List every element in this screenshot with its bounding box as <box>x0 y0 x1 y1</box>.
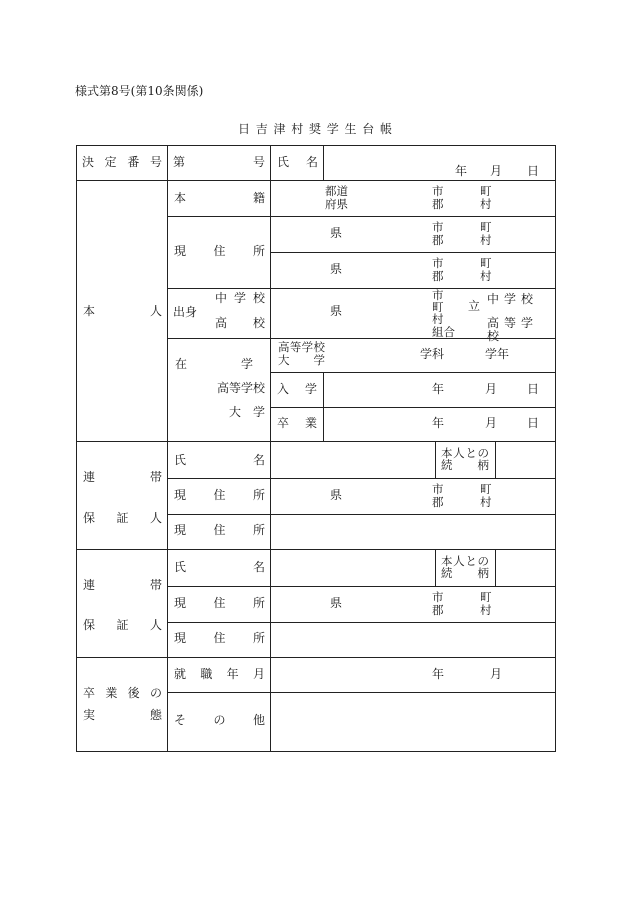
domicile-label: 本 籍 <box>174 191 265 205</box>
guarantor-address2-label: 現 住 所 <box>174 523 265 537</box>
enrollment-high-school-label: 高等学校 <box>217 381 266 395</box>
guarantor-city-label <box>432 483 444 508</box>
origin-high-school-label: 高 校 <box>215 316 265 330</box>
other-field <box>270 692 556 752</box>
student-name-label: 氏 名 <box>277 155 318 169</box>
guarantor-relation-label <box>441 447 489 471</box>
admission-year-label: 年 <box>432 382 445 396</box>
origin-junior-high-label: 中 学 校 <box>215 291 265 305</box>
guarantor-prefecture-label: 県 <box>330 488 343 502</box>
graduation-year-label: 年 <box>432 416 445 430</box>
origin-high-school-kind: 高等学校 <box>487 316 533 343</box>
city-line-1: 市 <box>432 482 444 496</box>
origin-municipality-label <box>432 289 455 338</box>
guarantor-label-line-1: 連 帯 <box>83 578 162 592</box>
town-line-2: 村 <box>480 196 492 211</box>
guarantor-relation-field <box>495 549 556 587</box>
enrollment-university-label: 大 学 <box>229 405 265 419</box>
guarantor-label-line-1: 連 帯 <box>83 470 162 484</box>
graduation-date-cell <box>323 407 556 442</box>
guarantor-label-line-2: 保 証 人 <box>83 511 162 525</box>
guarantor-address2-label-cell <box>167 622 271 658</box>
guarantor-address2-field <box>270 514 556 550</box>
residence-address-cell <box>270 252 556 289</box>
school-type-line-2: 大 学 <box>278 352 325 367</box>
guarantor-name-label: 氏 名 <box>174 560 265 574</box>
town-line-2: 村 <box>480 232 492 247</box>
guarantor-address-label: 現 住 所 <box>174 596 265 610</box>
city-line-1: 市 <box>432 220 444 234</box>
graduation-month-label: 月 <box>485 416 498 430</box>
birth-day-label: 日 <box>527 164 540 178</box>
origin-established-label: 立 <box>468 299 481 313</box>
decision-number-text: 第 号 <box>173 155 265 169</box>
decision-number-cell <box>167 145 271 181</box>
guarantor-name-label-cell <box>167 441 271 479</box>
residence-city-label <box>432 221 444 246</box>
other-label: そ の 他 <box>174 713 265 727</box>
municipality-line-2: 町 <box>432 300 444 315</box>
domicile-city-label <box>432 185 444 210</box>
enrollment-label: 在 学 <box>175 357 253 371</box>
employment-label: 就 職 年 月 <box>174 667 265 681</box>
town-line-1: 町 <box>480 220 492 234</box>
guarantor-address2-label: 現 住 所 <box>174 631 265 645</box>
form-number: 様式第8号(第10条関係) <box>75 84 204 98</box>
enrollment-label-cell <box>167 338 271 442</box>
guarantor-address-cell <box>270 586 556 623</box>
guarantor-name-field <box>270 549 436 587</box>
guarantor-town-label <box>480 483 492 508</box>
birth-year-label: 年 <box>455 164 468 178</box>
employment-month-label: 月 <box>490 667 503 681</box>
birth-month-label: 月 <box>490 164 503 178</box>
town-line-1: 町 <box>480 256 492 270</box>
guarantor-address2-label-cell <box>167 514 271 550</box>
town-line-1: 町 <box>480 482 492 496</box>
guarantor-relation-field <box>495 441 556 479</box>
after-graduation-label-cell <box>76 657 168 752</box>
relation-line-2: 続 柄 <box>441 566 489 580</box>
town-line-1: 町 <box>480 590 492 604</box>
guarantor-address-cell <box>270 478 556 515</box>
municipality-line-1: 市 <box>432 288 444 302</box>
city-line-2: 郡 <box>432 268 444 283</box>
form-title: 日 吉 津 村 奨 学 生 台 帳 <box>238 122 392 136</box>
guarantor-city-label <box>432 591 444 616</box>
origin-label-cell <box>167 288 271 339</box>
admission-month-label: 月 <box>485 382 498 396</box>
origin-prefecture-label: 県 <box>330 304 343 318</box>
town-line-1: 町 <box>480 184 492 198</box>
guarantor-label-line-2: 保 証 人 <box>83 618 162 632</box>
residence-city-label <box>432 257 444 282</box>
relation-line-2: 続 柄 <box>441 458 489 472</box>
guarantor-address-label: 現 住 所 <box>174 488 265 502</box>
city-line-1: 市 <box>432 590 444 604</box>
city-line-2: 郡 <box>432 196 444 211</box>
enrollment-school-cell <box>270 338 556 373</box>
domicile-town-label <box>480 185 492 210</box>
origin-label: 出身 <box>173 305 198 319</box>
town-line-2: 村 <box>480 268 492 283</box>
municipality-line-4: 組合 <box>432 324 455 339</box>
residence-prefecture-label: 県 <box>330 262 343 276</box>
domicile-prefecture-label <box>325 185 348 210</box>
city-line-2: 郡 <box>432 494 444 509</box>
guarantor-section-label-cell <box>76 549 168 658</box>
domicile-address-cell <box>270 180 556 217</box>
guarantor-name-label: 氏 名 <box>174 453 265 467</box>
city-line-1: 市 <box>432 184 444 198</box>
other-label-cell <box>167 692 271 752</box>
residence-town-label <box>480 257 492 282</box>
municipality-line-3: 村 <box>432 312 444 327</box>
guarantor-relation-label-cell <box>435 441 496 479</box>
admission-day-label: 日 <box>527 382 540 396</box>
graduation-day-label: 日 <box>527 416 540 430</box>
guarantor-address-label-cell <box>167 478 271 515</box>
student-name-label-cell <box>270 145 324 181</box>
guarantor-section-label-cell <box>76 441 168 550</box>
residence-address-cell <box>270 216 556 253</box>
after-graduation-label-line-1: 卒 業 後 の <box>83 686 162 700</box>
domicile-label-cell <box>167 180 271 217</box>
origin-junior-high-kind: 中 学 校 <box>487 292 533 306</box>
prefecture-line-2: 府県 <box>325 196 348 211</box>
relation-line-1: 本人との <box>441 446 489 460</box>
guarantor-relation-label-cell <box>435 549 496 587</box>
town-line-2: 村 <box>480 494 492 509</box>
decision-number-label-cell <box>76 145 168 181</box>
city-line-2: 郡 <box>432 232 444 247</box>
origin-school-cell <box>270 288 556 343</box>
graduation-label: 卒 業 <box>277 416 317 430</box>
residence-town-label <box>480 221 492 246</box>
admission-date-cell <box>323 372 556 408</box>
guarantor-relation-label <box>441 555 489 579</box>
employment-year-label: 年 <box>432 667 445 681</box>
city-line-1: 市 <box>432 256 444 270</box>
guarantor-address-label-cell <box>167 586 271 623</box>
enrollment-department-label: 学科 <box>420 347 445 361</box>
decision-number-label: 決 定 番 号 <box>82 155 162 169</box>
guarantor-name-label-cell <box>167 549 271 587</box>
relation-line-1: 本人との <box>441 554 489 568</box>
prefecture-line-1: 都道 <box>325 184 348 198</box>
residence-label: 現 住 所 <box>174 244 265 258</box>
admission-label-cell <box>270 372 324 408</box>
student-section-label-cell <box>76 180 168 442</box>
guarantor-prefecture-label: 県 <box>330 596 343 610</box>
after-graduation-label-line-2: 実 態 <box>83 708 162 722</box>
student-name-cell <box>323 145 556 181</box>
graduation-label-cell <box>270 407 324 442</box>
employment-date-cell <box>270 657 556 693</box>
residence-prefecture-label: 県 <box>330 226 343 240</box>
town-line-2: 村 <box>480 602 492 617</box>
student-section-label: 本 人 <box>83 304 162 318</box>
employment-label-cell <box>167 657 271 693</box>
enrollment-school-type <box>278 341 325 366</box>
guarantor-name-field <box>270 441 436 479</box>
guarantor-address2-field <box>270 622 556 658</box>
city-line-2: 郡 <box>432 602 444 617</box>
school-type-line-1: 高等学校 <box>278 340 325 354</box>
guarantor-town-label <box>480 591 492 616</box>
residence-label-cell <box>167 216 271 289</box>
admission-label: 入 学 <box>277 382 317 396</box>
enrollment-grade-label: 学年 <box>485 347 510 361</box>
